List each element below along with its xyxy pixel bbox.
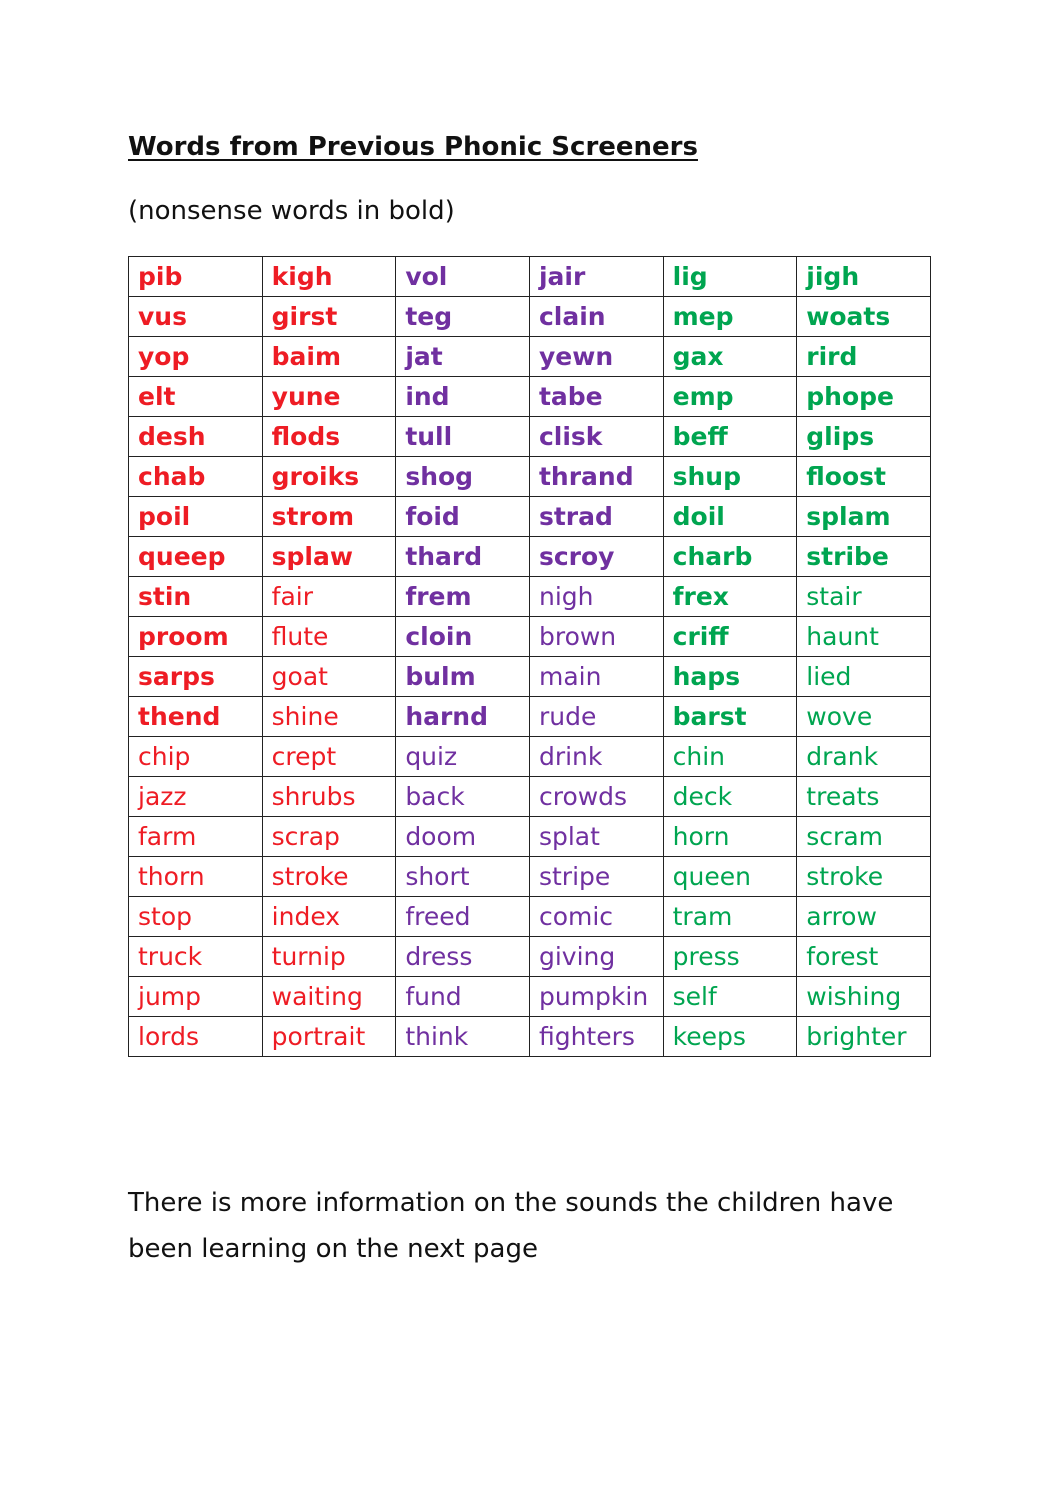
word-cell: self bbox=[663, 977, 797, 1017]
word-cell: lied bbox=[797, 657, 931, 697]
word-cell: chab bbox=[129, 457, 263, 497]
table-row bbox=[129, 257, 931, 297]
word-cell: yewn bbox=[529, 337, 663, 377]
word-cell: giving bbox=[529, 937, 663, 977]
word-cell: shine bbox=[262, 697, 396, 737]
word-cell: wove bbox=[797, 697, 931, 737]
table-row bbox=[129, 577, 931, 617]
word-cell: press bbox=[663, 937, 797, 977]
word-cell: farm bbox=[129, 817, 263, 857]
word-cell: treats bbox=[797, 777, 931, 817]
word-cell: comic bbox=[529, 897, 663, 937]
word-cell: pib bbox=[129, 257, 263, 297]
word-cell: stop bbox=[129, 897, 263, 937]
word-cell: stin bbox=[129, 577, 263, 617]
word-cell: dress bbox=[396, 937, 530, 977]
table-row bbox=[129, 537, 931, 577]
word-cell: beff bbox=[663, 417, 797, 457]
word-cell: scram bbox=[797, 817, 931, 857]
word-cell: tram bbox=[663, 897, 797, 937]
word-cell: crowds bbox=[529, 777, 663, 817]
word-cell: jat bbox=[396, 337, 530, 377]
word-cell: yop bbox=[129, 337, 263, 377]
word-cell: wishing bbox=[797, 977, 931, 1017]
word-cell: waiting bbox=[262, 977, 396, 1017]
word-cell: thard bbox=[396, 537, 530, 577]
word-cell: portrait bbox=[262, 1017, 396, 1057]
word-cell: freed bbox=[396, 897, 530, 937]
word-cell: queen bbox=[663, 857, 797, 897]
word-cell: deck bbox=[663, 777, 797, 817]
word-cell: strad bbox=[529, 497, 663, 537]
word-cell: baim bbox=[262, 337, 396, 377]
word-cell: strom bbox=[262, 497, 396, 537]
word-cell: chin bbox=[663, 737, 797, 777]
word-cell: stripe bbox=[529, 857, 663, 897]
word-cell: floost bbox=[797, 457, 931, 497]
table-row bbox=[129, 337, 931, 377]
word-cell: criff bbox=[663, 617, 797, 657]
word-cell: splaw bbox=[262, 537, 396, 577]
word-table bbox=[128, 256, 931, 1057]
word-cell: fund bbox=[396, 977, 530, 1017]
word-cell: thorn bbox=[129, 857, 263, 897]
word-cell: crept bbox=[262, 737, 396, 777]
word-cell: think bbox=[396, 1017, 530, 1057]
table-row bbox=[129, 897, 931, 937]
word-cell: chip bbox=[129, 737, 263, 777]
word-cell: fighters bbox=[529, 1017, 663, 1057]
word-cell: barst bbox=[663, 697, 797, 737]
word-cell: elt bbox=[129, 377, 263, 417]
word-cell: rird bbox=[797, 337, 931, 377]
word-cell: brown bbox=[529, 617, 663, 657]
word-cell: horn bbox=[663, 817, 797, 857]
word-cell: clain bbox=[529, 297, 663, 337]
word-cell: index bbox=[262, 897, 396, 937]
word-cell: forest bbox=[797, 937, 931, 977]
word-cell: haps bbox=[663, 657, 797, 697]
table-row bbox=[129, 777, 931, 817]
word-cell: fair bbox=[262, 577, 396, 617]
word-cell: main bbox=[529, 657, 663, 697]
word-cell: gax bbox=[663, 337, 797, 377]
word-cell: teg bbox=[396, 297, 530, 337]
word-cell: vus bbox=[129, 297, 263, 337]
word-cell: stroke bbox=[262, 857, 396, 897]
word-cell: turnip bbox=[262, 937, 396, 977]
word-cell: proom bbox=[129, 617, 263, 657]
word-cell: arrow bbox=[797, 897, 931, 937]
word-cell: frem bbox=[396, 577, 530, 617]
table-row bbox=[129, 417, 931, 457]
table-row bbox=[129, 657, 931, 697]
word-cell: woats bbox=[797, 297, 931, 337]
word-cell: truck bbox=[129, 937, 263, 977]
word-cell: lig bbox=[663, 257, 797, 297]
table-row bbox=[129, 737, 931, 777]
word-cell: quiz bbox=[396, 737, 530, 777]
word-cell: desh bbox=[129, 417, 263, 457]
word-cell: yune bbox=[262, 377, 396, 417]
word-cell: stair bbox=[797, 577, 931, 617]
word-cell: splat bbox=[529, 817, 663, 857]
word-cell: bulm bbox=[396, 657, 530, 697]
word-cell: sarps bbox=[129, 657, 263, 697]
word-cell: stribe bbox=[797, 537, 931, 577]
word-cell: phope bbox=[797, 377, 931, 417]
page-subtitle: (nonsense words in bold) bbox=[128, 196, 455, 226]
word-cell: brighter bbox=[797, 1017, 931, 1057]
table-row bbox=[129, 977, 931, 1017]
word-cell: thrand bbox=[529, 457, 663, 497]
table-row bbox=[129, 457, 931, 497]
word-cell: kigh bbox=[262, 257, 396, 297]
word-cell: tull bbox=[396, 417, 530, 457]
word-cell: goat bbox=[262, 657, 396, 697]
word-cell: short bbox=[396, 857, 530, 897]
word-cell: shog bbox=[396, 457, 530, 497]
word-cell: queep bbox=[129, 537, 263, 577]
footer-note: There is more information on the sounds the children have been learning on the next page bbox=[128, 1188, 894, 1264]
word-cell: keeps bbox=[663, 1017, 797, 1057]
table-row bbox=[129, 1017, 931, 1057]
word-cell: splam bbox=[797, 497, 931, 537]
word-cell: tabe bbox=[529, 377, 663, 417]
word-cell: foid bbox=[396, 497, 530, 537]
word-cell: girst bbox=[262, 297, 396, 337]
word-cell: scrap bbox=[262, 817, 396, 857]
word-cell: haunt bbox=[797, 617, 931, 657]
table-row bbox=[129, 937, 931, 977]
word-cell: mep bbox=[663, 297, 797, 337]
word-cell: nigh bbox=[529, 577, 663, 617]
word-cell: lords bbox=[129, 1017, 263, 1057]
word-cell: doom bbox=[396, 817, 530, 857]
word-cell: doil bbox=[663, 497, 797, 537]
word-cell: vol bbox=[396, 257, 530, 297]
word-cell: flute bbox=[262, 617, 396, 657]
word-cell: emp bbox=[663, 377, 797, 417]
word-cell: jair bbox=[529, 257, 663, 297]
word-cell: back bbox=[396, 777, 530, 817]
word-cell: frex bbox=[663, 577, 797, 617]
table-row bbox=[129, 617, 931, 657]
word-cell: shrubs bbox=[262, 777, 396, 817]
word-cell: ind bbox=[396, 377, 530, 417]
word-cell: drink bbox=[529, 737, 663, 777]
table-row bbox=[129, 857, 931, 897]
word-cell: rude bbox=[529, 697, 663, 737]
table-row bbox=[129, 497, 931, 537]
word-cell: shup bbox=[663, 457, 797, 497]
word-cell: charb bbox=[663, 537, 797, 577]
table-row bbox=[129, 817, 931, 857]
table-row bbox=[129, 377, 931, 417]
word-cell: harnd bbox=[396, 697, 530, 737]
word-cell: drank bbox=[797, 737, 931, 777]
table-row bbox=[129, 297, 931, 337]
word-cell: flods bbox=[262, 417, 396, 457]
word-cell: jazz bbox=[129, 777, 263, 817]
word-cell: groiks bbox=[262, 457, 396, 497]
page-title: Words from Previous Phonic Screeners bbox=[128, 132, 698, 162]
word-cell: jigh bbox=[797, 257, 931, 297]
word-cell: clisk bbox=[529, 417, 663, 457]
word-cell: scroy bbox=[529, 537, 663, 577]
word-cell: poil bbox=[129, 497, 263, 537]
word-cell: thend bbox=[129, 697, 263, 737]
word-cell: jump bbox=[129, 977, 263, 1017]
word-cell: stroke bbox=[797, 857, 931, 897]
word-cell: pumpkin bbox=[529, 977, 663, 1017]
word-cell: glips bbox=[797, 417, 931, 457]
word-cell: cloin bbox=[396, 617, 530, 657]
word-table-body bbox=[129, 257, 931, 1057]
table-row bbox=[129, 697, 931, 737]
